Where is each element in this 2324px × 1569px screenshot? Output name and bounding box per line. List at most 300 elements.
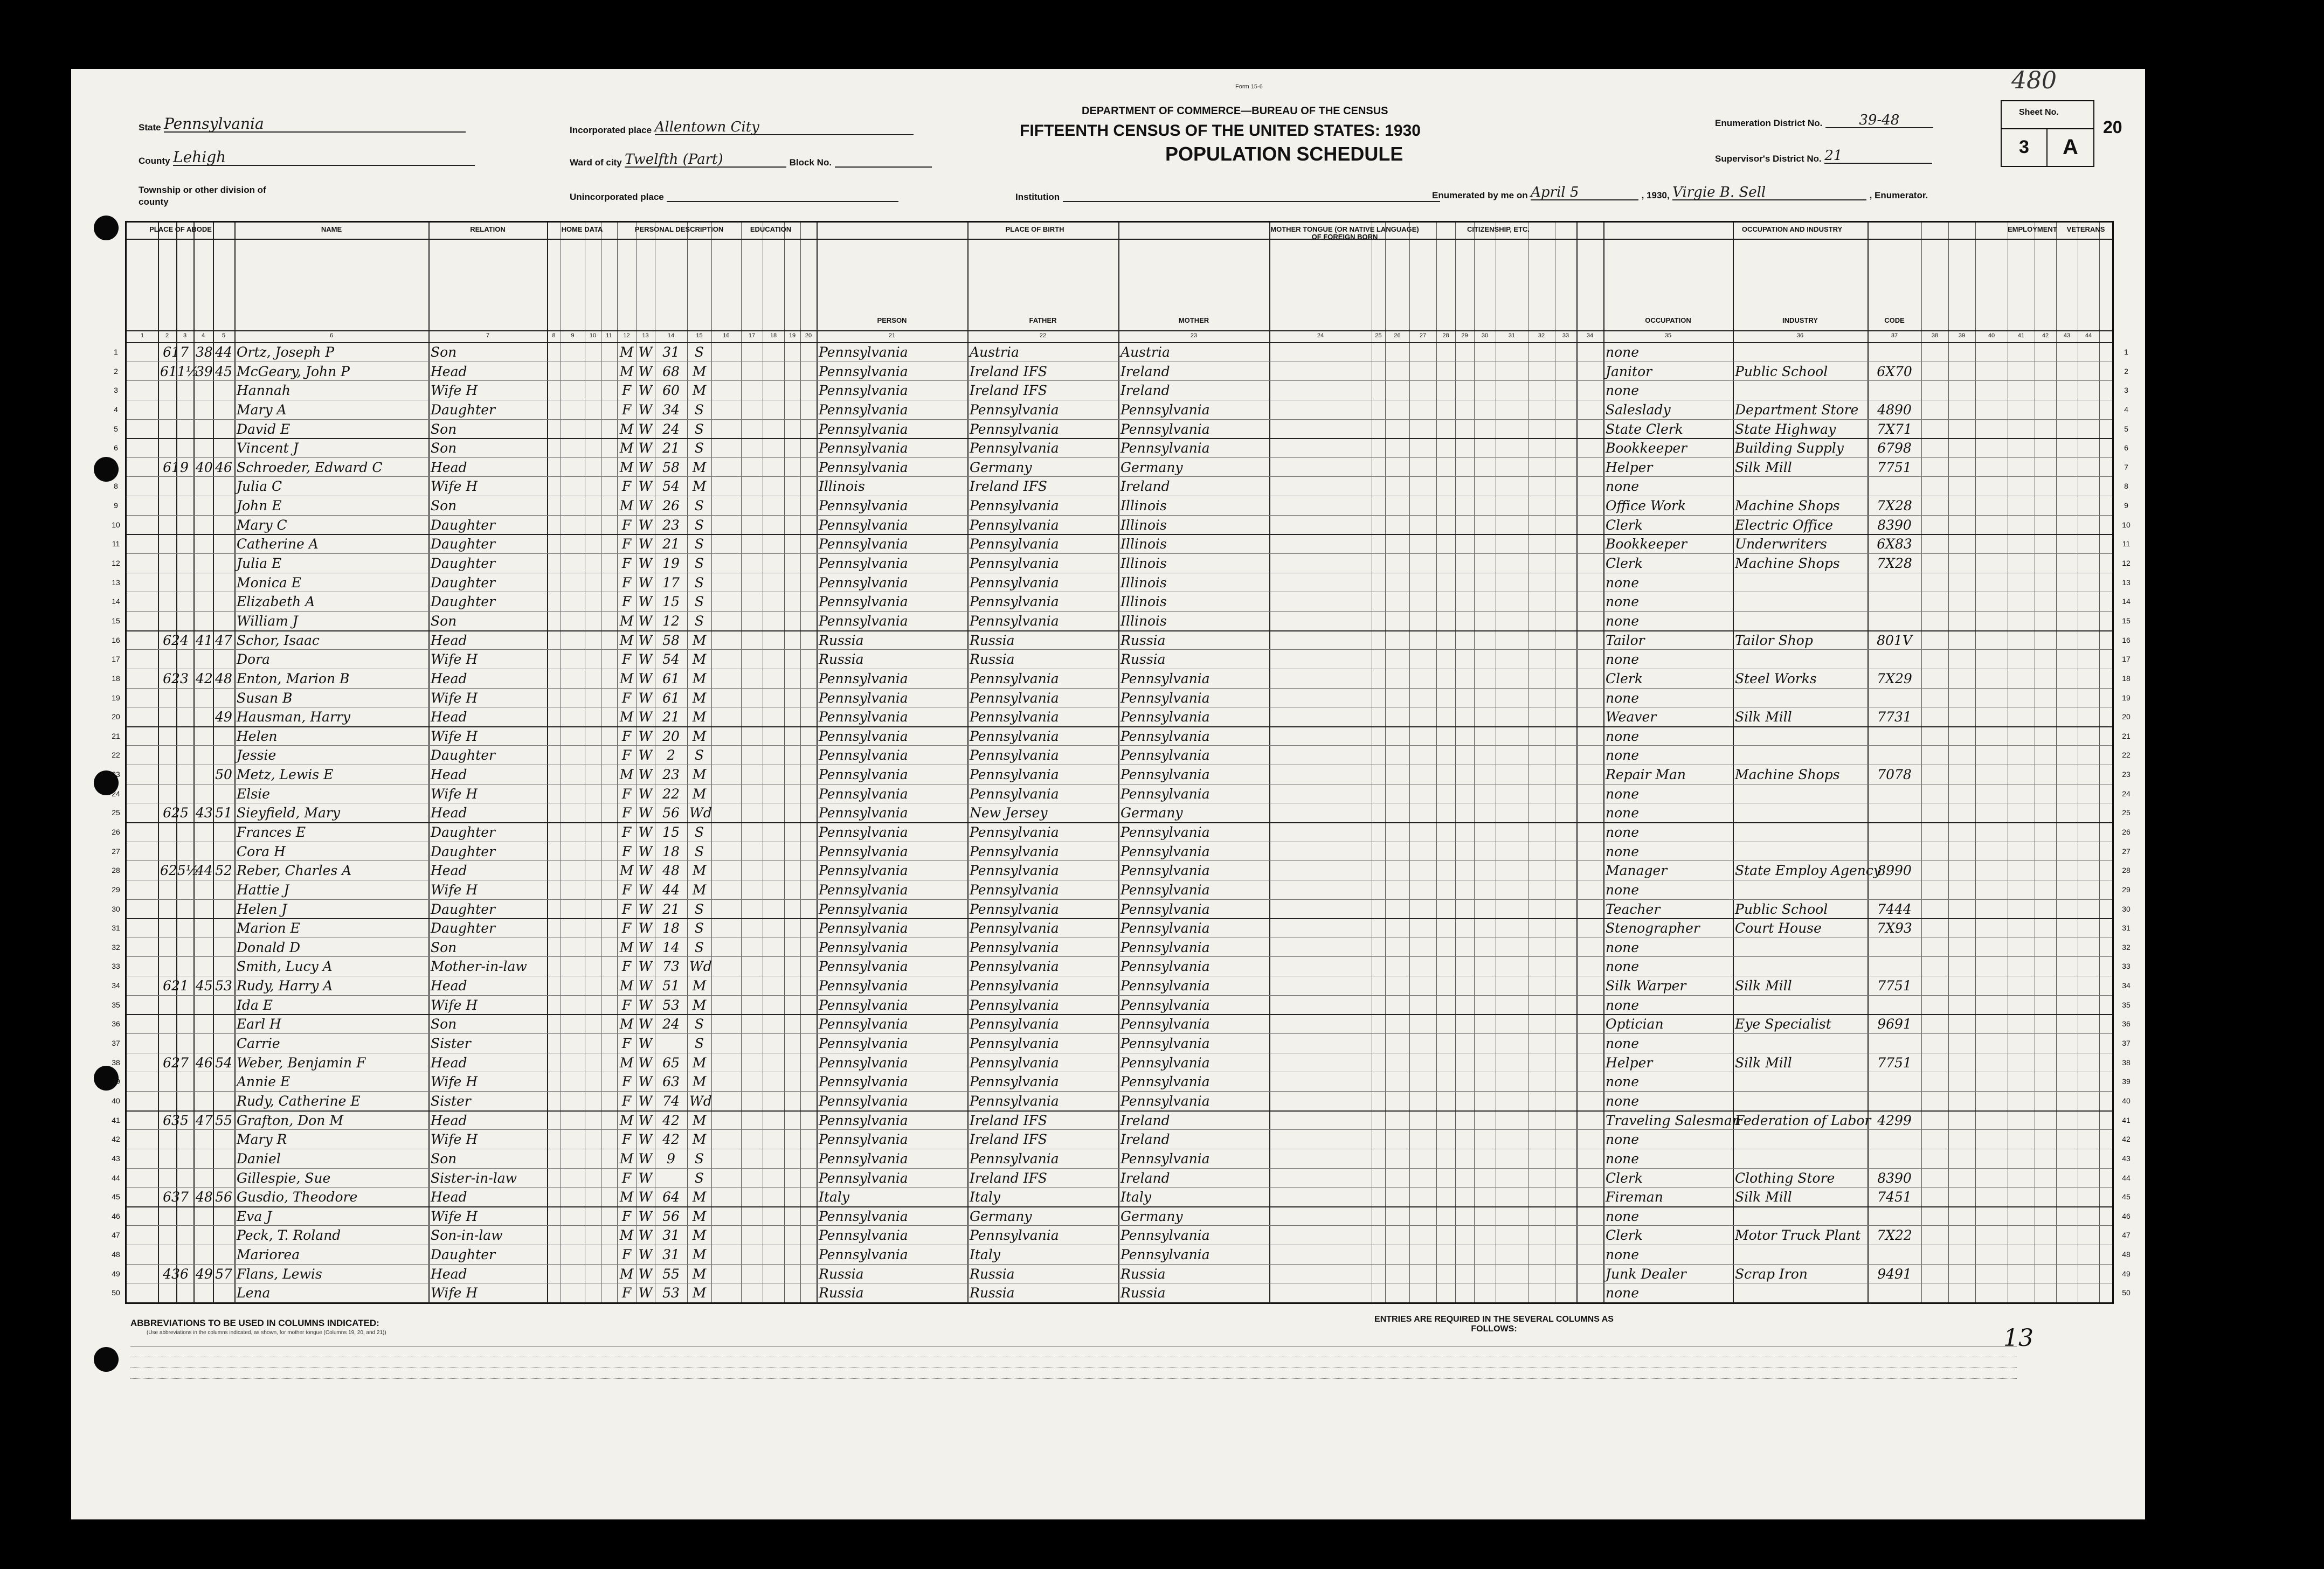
marital-status: M — [692, 1208, 707, 1224]
birthplace-mother: Illinois — [1120, 613, 1167, 629]
line-number-right: 28 — [2122, 866, 2131, 875]
person-name: Eva J — [237, 1208, 272, 1224]
birthplace-person: Pennsylvania — [819, 1227, 908, 1244]
person-name: William J — [237, 613, 298, 629]
race: W — [638, 1189, 653, 1205]
table-row — [112, 553, 2131, 573]
person-name: Julia E — [237, 556, 282, 572]
line-number: 25 — [112, 808, 120, 817]
column-group-header: PERSONAL DESCRIPTION — [634, 225, 724, 233]
person-name: Enton, Marion B — [237, 670, 350, 686]
column-number: 37 — [1891, 332, 1898, 339]
line-number-right: 12 — [2122, 559, 2131, 568]
table-row — [112, 1168, 2131, 1188]
birthplace-person: Pennsylvania — [819, 594, 908, 610]
table-row — [112, 534, 2131, 553]
birthplace-father: Ireland IFS — [970, 1112, 1047, 1128]
line-number-right: 49 — [2122, 1269, 2131, 1278]
supervisor-field — [1715, 149, 1932, 164]
marital-status: M — [692, 881, 707, 898]
enumerated-label: Enumerated by me on — [1432, 190, 1528, 200]
marital-status: S — [694, 901, 704, 917]
occupation: Helper — [1606, 459, 1653, 475]
table-row — [112, 726, 2131, 746]
column-number: 35 — [1664, 332, 1672, 339]
birthplace-mother: Russia — [1120, 1285, 1166, 1301]
birthplace-person: Pennsylvania — [819, 747, 908, 763]
occupation: none — [1606, 1093, 1640, 1109]
occupation-code: 7751 — [1877, 978, 1912, 994]
column-group-header: EMPLOYMENT — [2008, 225, 2057, 233]
relation: Head — [431, 978, 467, 994]
street-number: 436 — [163, 1266, 189, 1282]
sex: F — [621, 1208, 632, 1224]
table-row — [114, 380, 2128, 400]
relation: Son — [431, 1150, 457, 1167]
family-number: 49 — [215, 709, 232, 725]
line-number: 36 — [112, 1019, 120, 1029]
age: 54 — [662, 651, 680, 668]
person-name: Hausman, Harry — [237, 709, 350, 725]
birthplace-mother: Pennsylvania — [1120, 1247, 1210, 1263]
birthplace-person: Pennsylvania — [819, 613, 908, 629]
column-number: 13 — [642, 332, 649, 339]
relation: Sister — [431, 1036, 471, 1052]
line-number: 37 — [112, 1039, 120, 1048]
birthplace-father: Pennsylvania — [970, 728, 1059, 744]
age: 18 — [662, 843, 680, 859]
marital-status: M — [692, 651, 707, 668]
industry: State Highway — [1735, 421, 1836, 437]
table-row — [114, 457, 2128, 477]
race: W — [638, 1093, 653, 1109]
occupation-code: 9491 — [1877, 1266, 1912, 1282]
marital-status: S — [694, 498, 704, 514]
age: 64 — [662, 1189, 680, 1205]
family-number: 50 — [215, 767, 232, 783]
age: 31 — [662, 1247, 680, 1263]
industry: Scrap Iron — [1735, 1266, 1808, 1282]
person-name: Susan B — [237, 690, 293, 706]
family-number: 46 — [215, 459, 232, 475]
table-row — [112, 880, 2131, 899]
table-row — [112, 1283, 2131, 1302]
person-name: Grafton, Don M — [237, 1112, 343, 1128]
race: W — [638, 670, 653, 686]
person-name: Flans, Lewis — [237, 1266, 322, 1282]
stamp-number: 480 — [2011, 67, 2057, 94]
occupation-code: 7X29 — [1877, 670, 1912, 686]
street-number: 621 — [163, 978, 189, 994]
relation: Daughter — [431, 574, 495, 591]
age: 23 — [662, 767, 680, 783]
birthplace-mother: Pennsylvania — [1120, 1054, 1210, 1071]
occupation: Manager — [1606, 863, 1668, 879]
relation: Wife H — [431, 1285, 478, 1301]
sex: F — [621, 690, 632, 706]
birthplace-person: Pennsylvania — [819, 805, 908, 821]
occupation: Fireman — [1606, 1189, 1663, 1205]
occupation-code: 6798 — [1877, 440, 1912, 456]
birthplace-person: Pennsylvania — [819, 690, 908, 706]
column-group-header: RELATION — [470, 225, 506, 233]
relation: Wife H — [431, 786, 478, 802]
occupation: Clerk — [1606, 517, 1643, 533]
birthplace-father: Austria — [970, 344, 1019, 360]
relation: Head — [431, 1266, 467, 1282]
birthplace-mother: Russia — [1120, 632, 1166, 648]
sex: M — [619, 670, 634, 686]
birthplace-father: Ireland IFS — [970, 383, 1047, 399]
table-row — [112, 630, 2131, 650]
line-number: 48 — [112, 1250, 120, 1259]
occupation: none — [1606, 881, 1640, 898]
line-number-right: 37 — [2122, 1039, 2131, 1048]
column-number: 28 — [1442, 332, 1449, 339]
sex: M — [619, 709, 634, 725]
line-number-right: 48 — [2122, 1250, 2131, 1259]
occupation: none — [1606, 344, 1640, 360]
birthplace-person: Pennsylvania — [819, 1131, 908, 1148]
birthplace-person: Illinois — [819, 478, 865, 495]
marital-status: S — [694, 939, 704, 955]
birthplace-father: Russia — [970, 651, 1015, 668]
person-name: Annie E — [237, 1074, 290, 1090]
age: 51 — [662, 978, 680, 994]
birthplace-person: Pennsylvania — [819, 959, 908, 975]
line-number-right: 33 — [2122, 962, 2131, 971]
line-number: 2 — [114, 366, 118, 376]
occupation: Clerk — [1606, 670, 1643, 686]
birthplace-father: Pennsylvania — [970, 421, 1059, 437]
race: W — [638, 728, 653, 744]
line-number-right: 38 — [2122, 1058, 2131, 1067]
birthplace-father: New Jersey — [970, 805, 1048, 821]
person-name: Marion E — [237, 920, 300, 936]
marital-status: M — [692, 997, 707, 1013]
birthplace-father: Pennsylvania — [970, 1093, 1059, 1109]
table-row — [112, 611, 2131, 630]
column-number: 29 — [1461, 332, 1468, 339]
relation: Sister-in-law — [431, 1170, 517, 1186]
column-number: 7 — [486, 332, 490, 339]
line-number-right: 45 — [2122, 1192, 2131, 1202]
line-number: 5 — [114, 424, 118, 433]
occupation: Office Work — [1606, 498, 1686, 514]
birthplace-mother: Pennsylvania — [1120, 959, 1210, 975]
line-number-right: 13 — [2122, 578, 2131, 587]
birthplace-person: Pennsylvania — [819, 1036, 908, 1052]
table-row — [112, 573, 2131, 592]
column-number: 16 — [723, 332, 730, 339]
sex: F — [621, 401, 632, 418]
corner-number: 20 — [2103, 117, 2122, 137]
birthplace-father: Pennsylvania — [970, 1016, 1059, 1032]
sex: F — [621, 881, 632, 898]
line-number-right: 24 — [2122, 789, 2131, 798]
family-number: 56 — [215, 1189, 232, 1205]
person-name: Monica E — [237, 574, 301, 591]
marital-status: M — [692, 1247, 707, 1263]
relation: Daughter — [431, 920, 495, 936]
footer-corner-number: 13 — [2003, 1324, 2034, 1352]
sex: M — [619, 1054, 634, 1071]
street-number: 619 — [163, 459, 189, 475]
race: W — [638, 824, 653, 840]
birthplace-father: Ireland IFS — [970, 1131, 1047, 1148]
column-group-header: VETERANS — [2066, 225, 2105, 233]
institution-label: Institution — [1015, 192, 1060, 202]
occupation: none — [1606, 478, 1640, 495]
table-row — [112, 918, 2131, 938]
occupation: Clerk — [1606, 1170, 1643, 1186]
marital-status: S — [694, 843, 704, 859]
occupation: none — [1606, 939, 1640, 955]
birthplace-father: Pennsylvania — [970, 920, 1059, 936]
age: 14 — [662, 939, 680, 955]
age: 58 — [662, 459, 680, 475]
street-number: 625 — [163, 805, 189, 821]
street-number: 617 — [163, 344, 189, 360]
line-number-right: 50 — [2122, 1288, 2131, 1297]
sex: F — [621, 1170, 632, 1186]
race: W — [638, 959, 653, 975]
entries-title: ENTRIES ARE REQUIRED IN THE SEVERAL COLUMNS AS FOLLOWS: — [1374, 1315, 1614, 1334]
family-number: 52 — [215, 863, 232, 879]
sex: M — [619, 1016, 634, 1032]
sex: F — [621, 517, 632, 533]
person-name: Dora — [237, 651, 270, 668]
marital-status: S — [694, 536, 704, 552]
column-group-header: EDUCATION — [750, 225, 792, 233]
birthplace-father: Ireland IFS — [970, 1170, 1047, 1186]
race: W — [638, 920, 653, 936]
race: W — [638, 517, 653, 533]
birthplace-father: Pennsylvania — [970, 401, 1059, 418]
sex: F — [621, 786, 632, 802]
line-number-right: 4 — [2124, 405, 2128, 414]
age: 15 — [662, 594, 680, 610]
race: W — [638, 881, 653, 898]
race: W — [638, 613, 653, 629]
birthplace-father: Russia — [970, 632, 1015, 648]
occupation: none — [1606, 959, 1640, 975]
column-number: 9 — [571, 332, 575, 339]
family-number: 53 — [215, 978, 232, 994]
dwelling-number: 42 — [196, 670, 213, 686]
dwelling-number: 38 — [196, 344, 213, 360]
birthplace-mother: Illinois — [1120, 517, 1167, 533]
age: 55 — [662, 1266, 680, 1282]
birthplace-person: Pennsylvania — [819, 498, 908, 514]
person-name: Elsie — [237, 786, 270, 802]
birthplace-father: Pennsylvania — [970, 556, 1059, 572]
dwelling-number: 40 — [196, 459, 213, 475]
enumerated-year: , 1930, — [1641, 190, 1670, 200]
birthplace-person: Russia — [819, 1266, 864, 1282]
birthplace-person: Pennsylvania — [819, 574, 908, 591]
sex: M — [619, 459, 634, 475]
footer-instructions — [130, 1346, 2017, 1389]
table-row — [112, 1245, 2131, 1264]
family-number: 54 — [215, 1054, 232, 1071]
sex: F — [621, 805, 632, 821]
birthplace-mother: Pennsylvania — [1120, 1036, 1210, 1052]
column-number: 26 — [1394, 332, 1401, 339]
sex: F — [621, 574, 632, 591]
occupation: Weaver — [1606, 709, 1657, 725]
birthplace-mother: Ireland — [1120, 363, 1170, 379]
line-number-right: 8 — [2124, 482, 2128, 491]
birthplace-mother: Pennsylvania — [1120, 881, 1210, 898]
column-group-header: OCCUPATION AND INDUSTRY — [1741, 225, 1843, 233]
occupation-code: 7X28 — [1877, 556, 1912, 572]
birthplace-person: Pennsylvania — [819, 556, 908, 572]
marital-status: S — [694, 920, 704, 936]
line-number-right: 40 — [2122, 1096, 2131, 1105]
column-sub-header: MOTHER — [1178, 316, 1209, 324]
birthplace-mother: Pennsylvania — [1120, 421, 1210, 437]
line-number-right: 46 — [2122, 1211, 2131, 1220]
birthplace-father: Pennsylvania — [970, 1054, 1059, 1071]
birthplace-mother: Pennsylvania — [1120, 901, 1210, 917]
birthplace-father: Pennsylvania — [970, 786, 1059, 802]
occupation: State Clerk — [1606, 421, 1683, 437]
relation: Wife H — [431, 1208, 478, 1224]
occupation: Tailor — [1606, 632, 1645, 648]
birthplace-mother: Pennsylvania — [1120, 920, 1210, 936]
table-row — [112, 745, 2131, 765]
birthplace-father: Pennsylvania — [970, 1074, 1059, 1090]
block-label: Block No. — [789, 157, 832, 168]
sex: F — [621, 1074, 632, 1090]
occupation-code: 7X28 — [1877, 498, 1912, 514]
occupation: Silk Warper — [1606, 978, 1686, 994]
table-row — [112, 592, 2131, 611]
occupation: none — [1606, 1036, 1640, 1052]
birthplace-mother: Ireland — [1120, 1112, 1170, 1128]
column-group-header: MOTHER TONGUE (OR NATIVE LANGUAGE) OF FOREIGN BORN — [1270, 225, 1419, 241]
person-name: Catherine A — [237, 536, 319, 552]
table-row — [112, 765, 2131, 784]
age: 61 — [662, 670, 680, 686]
line-number: 10 — [112, 520, 120, 529]
sex: F — [621, 920, 632, 936]
table-row — [114, 438, 2128, 457]
line-number: 46 — [112, 1211, 120, 1220]
row-divider — [127, 1302, 2112, 1303]
person-name: Ortz, Joseph P — [237, 344, 335, 360]
marital-status: S — [694, 344, 704, 360]
occupation-code: 7X22 — [1877, 1227, 1912, 1244]
state-value: Pennsylvania — [164, 116, 466, 133]
occupation: none — [1606, 651, 1640, 668]
relation: Wife H — [431, 1131, 478, 1148]
race: W — [638, 939, 653, 955]
ward-field — [570, 152, 932, 168]
column-number: 4 — [201, 332, 205, 339]
line-number: 44 — [112, 1173, 120, 1182]
person-name: Weber, Benjamin F — [237, 1054, 366, 1071]
occupation: Teacher — [1606, 901, 1661, 917]
person-name: Hannah — [237, 383, 290, 399]
race: W — [638, 459, 653, 475]
birthplace-person: Pennsylvania — [819, 363, 908, 379]
birthplace-mother: Illinois — [1120, 536, 1167, 552]
person-name: Lena — [237, 1285, 271, 1301]
table-row — [112, 1091, 2131, 1110]
line-number: 40 — [112, 1096, 120, 1105]
supervisor-label: Supervisor's District No. — [1715, 154, 1822, 164]
industry: Motor Truck Plant — [1735, 1227, 1861, 1244]
birthplace-mother: Illinois — [1120, 498, 1167, 514]
race: W — [638, 556, 653, 572]
line-number: 28 — [112, 866, 120, 875]
birthplace-person: Pennsylvania — [819, 421, 908, 437]
occupation: Helper — [1606, 1054, 1653, 1071]
line-number: 39 — [112, 1077, 120, 1086]
marital-status: M — [692, 632, 707, 648]
birthplace-mother: Pennsylvania — [1120, 709, 1210, 725]
birthplace-person: Pennsylvania — [819, 920, 908, 936]
enumerated-field — [1432, 185, 1928, 200]
age: 58 — [662, 632, 680, 648]
marital-status: S — [694, 1170, 704, 1186]
occupation: Clerk — [1606, 556, 1643, 572]
sex: F — [621, 1093, 632, 1109]
sex: M — [619, 613, 634, 629]
birthplace-person: Pennsylvania — [819, 881, 908, 898]
relation: Daughter — [431, 843, 495, 859]
relation: Daughter — [431, 594, 495, 610]
birthplace-person: Pennsylvania — [819, 1247, 908, 1263]
birthplace-person: Pennsylvania — [819, 1170, 908, 1186]
marital-status: S — [694, 556, 704, 572]
person-name: Earl H — [237, 1016, 281, 1032]
state-field — [139, 116, 466, 133]
line-number: 24 — [112, 789, 120, 798]
birthplace-person: Pennsylvania — [819, 517, 908, 533]
column-sub-header: PERSON — [877, 316, 907, 324]
race: W — [638, 1131, 653, 1148]
street-number: 637 — [163, 1189, 189, 1205]
birthplace-father: Germany — [970, 459, 1032, 475]
enum-district-field — [1715, 113, 1933, 128]
marital-status: M — [692, 1131, 707, 1148]
occupation: Janitor — [1606, 363, 1652, 379]
person-name: Jessie — [237, 747, 276, 763]
dwelling-number: 47 — [196, 1112, 213, 1128]
line-number-right: 14 — [2122, 597, 2131, 606]
relation: Son — [431, 613, 457, 629]
industry: Silk Mill — [1735, 978, 1792, 994]
sex: M — [619, 863, 634, 879]
birthplace-mother: Pennsylvania — [1120, 843, 1210, 859]
county-value: Lehigh — [173, 150, 475, 166]
line-number: 11 — [112, 539, 120, 549]
age: 44 — [662, 881, 680, 898]
age: 15 — [662, 824, 680, 840]
table-row — [112, 995, 2131, 1015]
marital-status: Wd — [689, 1093, 712, 1109]
sex: F — [621, 536, 632, 552]
line-number: 45 — [112, 1192, 120, 1202]
occupation: none — [1606, 1285, 1640, 1301]
incorporated-field — [570, 120, 914, 135]
column-number: 40 — [1988, 332, 1995, 339]
column-number: 6 — [329, 332, 334, 339]
column-number: 43 — [2063, 332, 2071, 339]
